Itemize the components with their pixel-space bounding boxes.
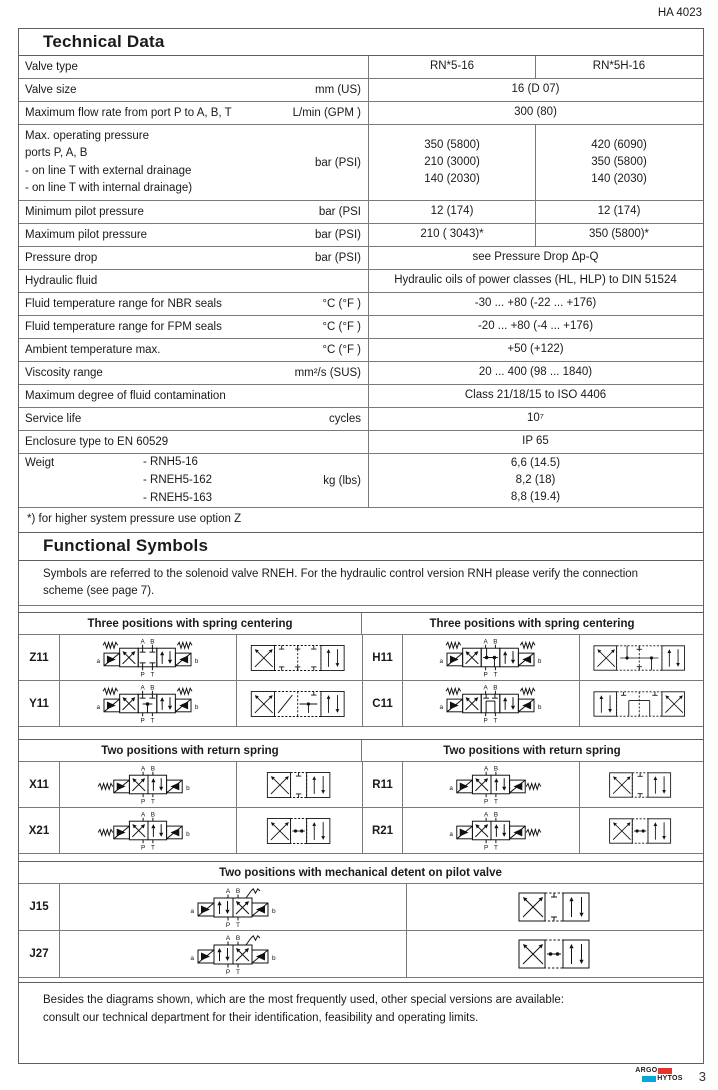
tech-row-unit: bar (PSI) — [314, 156, 361, 169]
main-stage-symbol — [579, 808, 702, 853]
symbol-code: R21 — [362, 808, 402, 853]
svg-text:a: a — [96, 703, 101, 711]
tech-row-label-cell: Fluid temperature range for NBR seals °C (°F ) — [25, 298, 361, 310]
pilot-symbol — [59, 681, 236, 726]
tech-row-label-cell: Max. operating pressure ports P, A, B - on line T with external drainage - on line T with internal drainage) bar (PSI) — [25, 130, 361, 194]
svg-text:B: B — [493, 765, 499, 773]
tech-row-value: -20 ... +80 (-4 ... +176) — [368, 316, 702, 338]
svg-text:B: B — [150, 684, 155, 692]
svg-text:A: A — [140, 638, 145, 646]
svg-text:T: T — [493, 844, 498, 852]
svg-text:B: B — [493, 811, 499, 819]
svg-text:B: B — [493, 684, 498, 692]
tech-row-label-cell: Service life cycles — [25, 413, 361, 425]
main-stage-symbol — [236, 681, 362, 726]
tech-row — [19, 408, 703, 431]
symbol-code: J27 — [29, 948, 49, 960]
pilot-symbol — [402, 635, 579, 680]
tech-row-value: 420 (6090) 350 (5800) 140 (2030) — [535, 125, 702, 200]
symbols-header: Three positions with spring centering — [429, 617, 635, 630]
tech-row-value: RN*5-16 — [368, 56, 535, 78]
symbols-note-line1: Symbols are referred to the solenoid valve RNEH. For the hydraulic control version RNH please verify the connection — [43, 568, 639, 580]
tech-row-label-cell: Pressure drop bar (PSI) — [25, 252, 361, 264]
tech-row-label-cell: Maximum pilot pressure bar (PSI) — [25, 229, 361, 241]
main-stage-symbol — [236, 635, 362, 680]
svg-text:b: b — [194, 657, 199, 665]
tech-row-value: 20 ... 400 (98 ... 1840) — [368, 362, 702, 384]
tech-row-value: Hydraulic oils of power classes (HL, HLP) to DIN 51524 — [368, 270, 702, 292]
tech-row-value: 350 (5800)* — [535, 224, 702, 246]
logo-text-hytos: HYTOS — [657, 1075, 683, 1082]
svg-text:P: P — [140, 717, 145, 725]
pilot-symbol — [59, 808, 236, 853]
tech-row-value: +50 (+122) — [368, 339, 702, 361]
svg-text:b: b — [194, 703, 199, 711]
pilot-symbol — [402, 681, 579, 726]
svg-text:T: T — [150, 798, 155, 806]
tech-row-label-cell: Valve type — [25, 61, 78, 73]
tech-row-label-cell: Viscosity range mm²/s (SUS) — [25, 367, 361, 379]
main-stage-symbol — [406, 884, 702, 930]
tech-row-value: RN*5H-16 — [535, 56, 702, 78]
tech-row-label-cell: Ambient temperature max. °C (°F ) — [25, 344, 361, 356]
svg-text:A: A — [140, 765, 146, 773]
symbol-row — [19, 931, 703, 978]
svg-text:A: A — [483, 684, 488, 692]
svg-text:b: b — [537, 703, 542, 711]
svg-text:P: P — [483, 717, 488, 725]
symbols-header: Two positions with return spring — [443, 744, 621, 757]
svg-text:A: A — [225, 934, 231, 942]
symbols-header: Two positions with mechanical detent on pilot valve — [219, 866, 502, 879]
svg-text:b: b — [272, 954, 276, 962]
symbols-header-row — [19, 740, 703, 762]
main-stage-symbol — [579, 681, 702, 726]
tech-row-label-cell: Valve size mm (US) — [25, 84, 361, 96]
tech-row — [19, 385, 703, 408]
svg-text:B: B — [150, 638, 155, 646]
symbol-code: H11 — [362, 635, 402, 680]
svg-text:B: B — [235, 887, 241, 895]
tech-row-unit: mm (US) — [315, 84, 361, 96]
tech-row-label-cell: Maximum flow rate from port P to A, B, T L/min (GPM ) — [25, 107, 361, 119]
argo-hytos-logo — [635, 1067, 683, 1082]
svg-text:P: P — [225, 968, 231, 976]
symbols-header: Two positions with return spring — [19, 740, 362, 761]
tech-row-label-cell: Minimum pilot pressure bar (PSI — [25, 206, 361, 218]
tech-row-label-cell: Weigt - RNH5-16 - RNEH5-162 - RNEH5-163 kg (lbs) — [25, 456, 361, 504]
svg-text:B: B — [150, 811, 156, 819]
symbols-header-row — [19, 613, 703, 635]
svg-text:A: A — [483, 811, 489, 819]
symbols-area — [19, 612, 703, 978]
tech-row-unit: cycles — [329, 413, 361, 425]
symbol-code: J15 — [29, 901, 49, 913]
svg-text:T: T — [493, 671, 498, 679]
svg-text:T: T — [150, 717, 155, 725]
symbols-header: Three positions with spring centering — [19, 613, 362, 634]
bottom-note-line2: consult our technical department for their identification, feasibility and operating limits. — [43, 1011, 479, 1024]
svg-text:T: T — [493, 798, 498, 806]
svg-text:T: T — [236, 921, 240, 929]
tech-row — [19, 316, 703, 339]
svg-text:b: b — [537, 657, 542, 665]
pilot-symbol — [59, 931, 406, 977]
page-footer — [635, 1067, 706, 1084]
main-stage-symbol — [236, 808, 362, 853]
tech-row — [19, 247, 703, 270]
tech-row — [19, 293, 703, 316]
bottom-note — [19, 982, 703, 1064]
svg-text:B: B — [493, 638, 498, 646]
tech-row — [19, 56, 703, 79]
tech-row-label-cell: Hydraulic fluid — [25, 275, 98, 287]
symbol-row — [19, 762, 703, 808]
svg-text:A: A — [140, 684, 145, 692]
symbol-code: C11 — [362, 681, 402, 726]
pilot-symbol — [59, 762, 236, 807]
svg-text:P: P — [140, 671, 145, 679]
tech-row-label-cell: Enclosure type to EN 60529 — [25, 436, 169, 448]
svg-text:a: a — [449, 784, 453, 792]
main-stage-symbol — [579, 635, 702, 680]
tech-row-value: -30 ... +80 (-22 ... +176) — [368, 293, 702, 315]
tech-row-unit: mm²/s (SUS) — [294, 367, 361, 379]
tech-row-value: 6,6 (14.5) 8,2 (18) 8,8 (19.4) — [368, 454, 702, 507]
tech-row — [19, 102, 703, 125]
svg-text:T: T — [150, 844, 155, 852]
tech-row-value: 12 (174) — [535, 201, 702, 223]
svg-text:b: b — [186, 784, 190, 792]
svg-text:a: a — [439, 703, 444, 711]
svg-text:A: A — [225, 887, 231, 895]
symbols-table — [19, 861, 703, 978]
doc-code: HA 4023 — [657, 7, 702, 19]
pilot-symbol — [59, 635, 236, 680]
tech-row-unit: L/min (GPM ) — [292, 107, 361, 119]
svg-text:P: P — [225, 921, 231, 929]
tech-row-value: 300 (80) — [368, 102, 702, 124]
pilot-symbol — [402, 762, 579, 807]
svg-text:P: P — [483, 844, 489, 852]
svg-text:A: A — [483, 638, 488, 646]
functional-symbols-title: Functional Symbols — [19, 533, 703, 561]
svg-text:a: a — [190, 907, 194, 915]
svg-text:B: B — [235, 934, 241, 942]
tech-row — [19, 224, 703, 247]
tech-row — [19, 201, 703, 224]
symbols-note — [19, 561, 703, 606]
svg-text:b: b — [272, 907, 276, 915]
technical-data-table — [19, 56, 703, 508]
tech-row — [19, 270, 703, 293]
svg-text:P: P — [483, 671, 488, 679]
symbol-code: Y11 — [29, 697, 49, 710]
tech-row-unit: °C (°F ) — [322, 321, 361, 333]
symbols-table — [19, 739, 703, 854]
svg-text:b: b — [186, 830, 190, 838]
svg-text:a: a — [190, 954, 194, 962]
tech-row-label-cell: Fluid temperature range for FPM seals °C (°F ) — [25, 321, 361, 333]
tech-row — [19, 125, 703, 201]
svg-text:A: A — [140, 811, 146, 819]
symbols-note-line2: scheme (see page 7). — [43, 585, 155, 598]
bottom-note-line1: Besides the diagrams shown, which are the most frequently used, other special versions are available: — [43, 994, 564, 1006]
tech-row — [19, 454, 703, 508]
symbol-row — [19, 808, 703, 854]
svg-text:P: P — [483, 798, 489, 806]
symbol-code: R11 — [362, 762, 402, 807]
logo-red-block — [658, 1068, 672, 1074]
svg-text:B: B — [150, 765, 156, 773]
svg-text:a: a — [449, 830, 453, 838]
pilot-symbol — [59, 884, 406, 930]
tech-row-unit: bar (PSI) — [314, 229, 361, 241]
symbols-header-row — [19, 862, 703, 884]
symbol-code: X11 — [29, 778, 49, 791]
tech-row — [19, 431, 703, 454]
symbols-table — [19, 612, 703, 727]
tech-row-value: see Pressure Drop Δp-Q — [368, 247, 702, 269]
tech-row-value: IP 65 — [368, 431, 702, 453]
svg-text:A: A — [483, 765, 489, 773]
symbol-row — [19, 681, 703, 727]
main-stage-symbol — [406, 931, 702, 977]
tech-row-unit: kg (lbs) — [323, 474, 361, 487]
tech-row-value: 12 (174) — [368, 201, 535, 223]
tech-row-unit: bar (PSI — [318, 206, 361, 218]
content-frame — [18, 28, 704, 1064]
tech-row-value: 10⁷ — [368, 408, 702, 430]
svg-text:T: T — [236, 968, 240, 976]
tech-row — [19, 362, 703, 385]
pressure-footnote: *) for higher system pressure use option Z — [19, 508, 703, 533]
svg-text:T: T — [150, 671, 155, 679]
page-number: 3 — [698, 1069, 706, 1084]
svg-text:a: a — [96, 657, 101, 665]
tech-row-unit: °C (°F ) — [322, 344, 361, 356]
logo-cyan-block — [642, 1076, 656, 1082]
main-stage-symbol — [579, 762, 702, 807]
symbol-code: X21 — [28, 824, 50, 837]
tech-row-unit: °C (°F ) — [322, 298, 361, 310]
symbol-row — [19, 884, 703, 931]
tech-row-value: 350 (5800) 210 (3000) 140 (2030) — [368, 125, 535, 200]
pilot-symbol — [402, 808, 579, 853]
symbol-code: Z11 — [29, 651, 49, 664]
main-stage-symbol — [236, 762, 362, 807]
svg-text:T: T — [493, 717, 498, 725]
tech-row — [19, 339, 703, 362]
tech-row-unit: bar (PSI) — [314, 252, 361, 264]
tech-row-value: 210 ( 3043)* — [368, 224, 535, 246]
tech-row-value: Class 21/18/15 to ISO 4406 — [368, 385, 702, 407]
tech-row-value: 16 (D 07) — [368, 79, 702, 101]
svg-text:P: P — [140, 798, 146, 806]
logo-text-argo: ARGO — [635, 1067, 658, 1074]
svg-text:a: a — [439, 657, 444, 665]
technical-data-title: Technical Data — [19, 29, 703, 56]
tech-row-label-cell: Maximum degree of fluid contamination — [25, 390, 226, 402]
svg-text:P: P — [140, 844, 146, 852]
tech-row — [19, 79, 703, 102]
symbol-row — [19, 635, 703, 681]
